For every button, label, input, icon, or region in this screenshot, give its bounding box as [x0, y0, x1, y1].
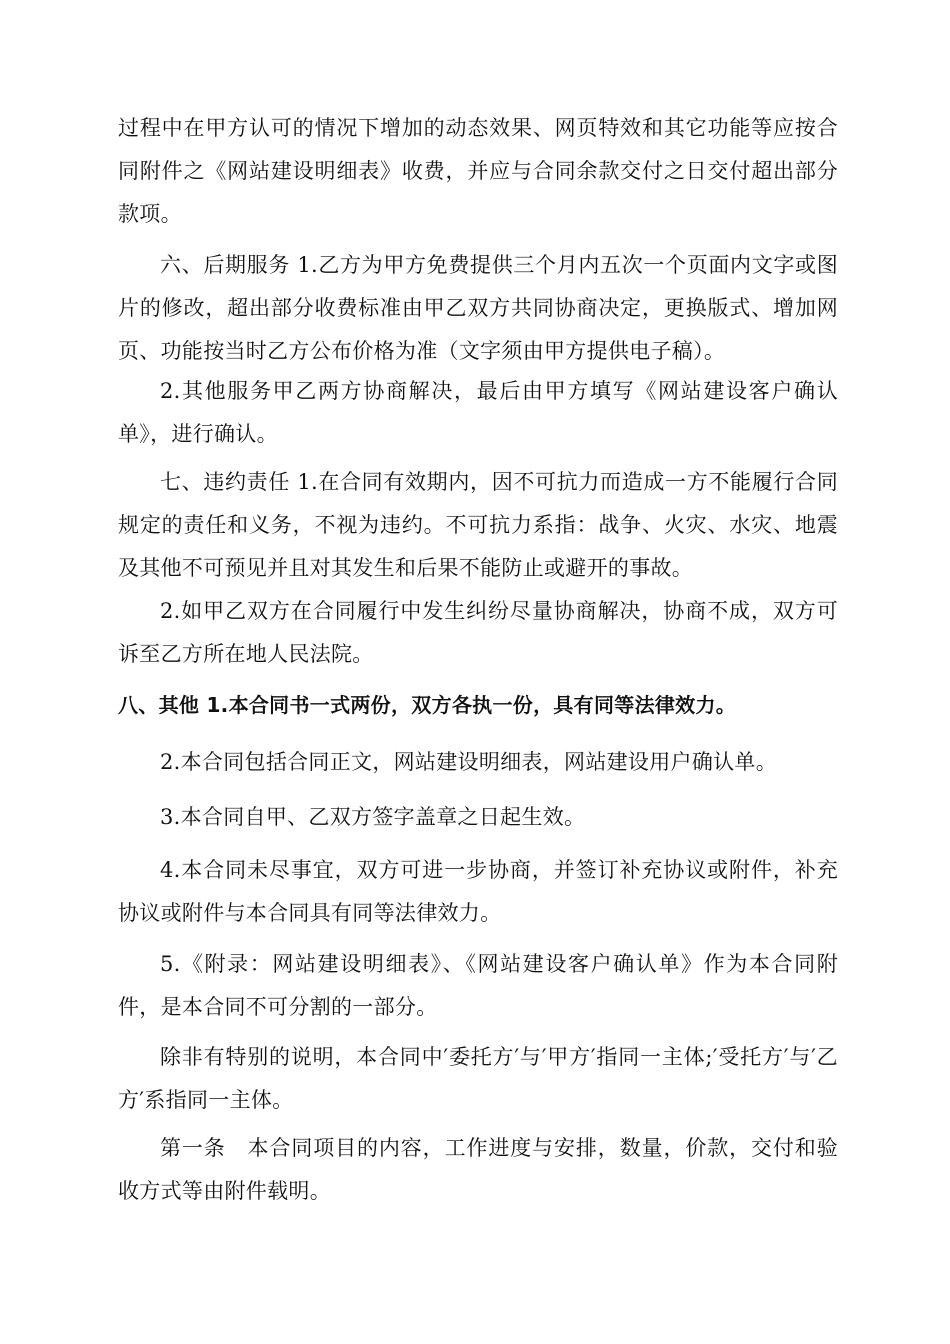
section-heading-other: 八、其他 1.本合同书一式两份，双方各执一份，具有同等法律效力。: [118, 693, 737, 717]
paragraph-other-services: 2.其他服务甲乙两方协商解决，最后由甲方填写《网站建设客户确认单》，进行确认。: [118, 379, 838, 446]
paragraph-breach-liability: 七、违约责任 1.在合同有效期内，因不可抗力而造成一方不能履行合同规定的责任和义务，不视为违约。不可抗力系指：战争、火灾、水灾、地震及其他不可预见并且对其发生和后果不能防止或避开的事故。: [118, 470, 838, 580]
paragraph-effective-date: 3.本合同自甲、乙双方签字盖章之日起生效。: [160, 805, 586, 829]
paragraph-dispute-resolution: 2.如甲乙双方在合同履行中发生纠纷尽量协商解决，协商不成，双方可诉至乙方所在地人民法院。: [118, 599, 838, 666]
paragraph-contract-contents: 2.本合同包括合同正文，网站建设明细表，网站建设用户确认单。: [160, 750, 778, 774]
paragraph-supplementary-agreement: 4.本合同未尽事宜，双方可进一步协商，并签订补充协议或附件，补充协议或附件与本合同具有同等法律效力。: [118, 858, 838, 925]
paragraph-fee-continuation: 过程中在甲方认可的情况下增加的动态效果、网页特效和其它功能等应按合同附件之《网站建设明细表》收费，并应与合同余款交付之日交付超出部分款项。: [118, 116, 838, 226]
paragraph-definitions: 除非有特别的说明，本合同中′委托方′与′甲方′指同一主体;′受托方′与′乙方′系指同一主体。: [118, 1045, 838, 1112]
paragraph-appendix: 5.《附录：网站建设明细表》、《网站建设客户确认单》作为本合同附件，是本合同不可分割的一部分。: [118, 952, 838, 1019]
paragraph-article-one: 第一条 本合同项目的内容，工作进度与安排，数量，价款，交付和验收方式等由附件载明。: [118, 1136, 838, 1203]
paragraph-after-sales-service: 六、后期服务 1.乙方为甲方免费提供三个月内五次一个页面内文字或图片的修改，超出部分收费标准由甲乙双方共同协商决定，更换版式、增加网页、功能按当时乙方公布价格为准（文字须由甲方提供电子稿）。: [118, 253, 838, 363]
